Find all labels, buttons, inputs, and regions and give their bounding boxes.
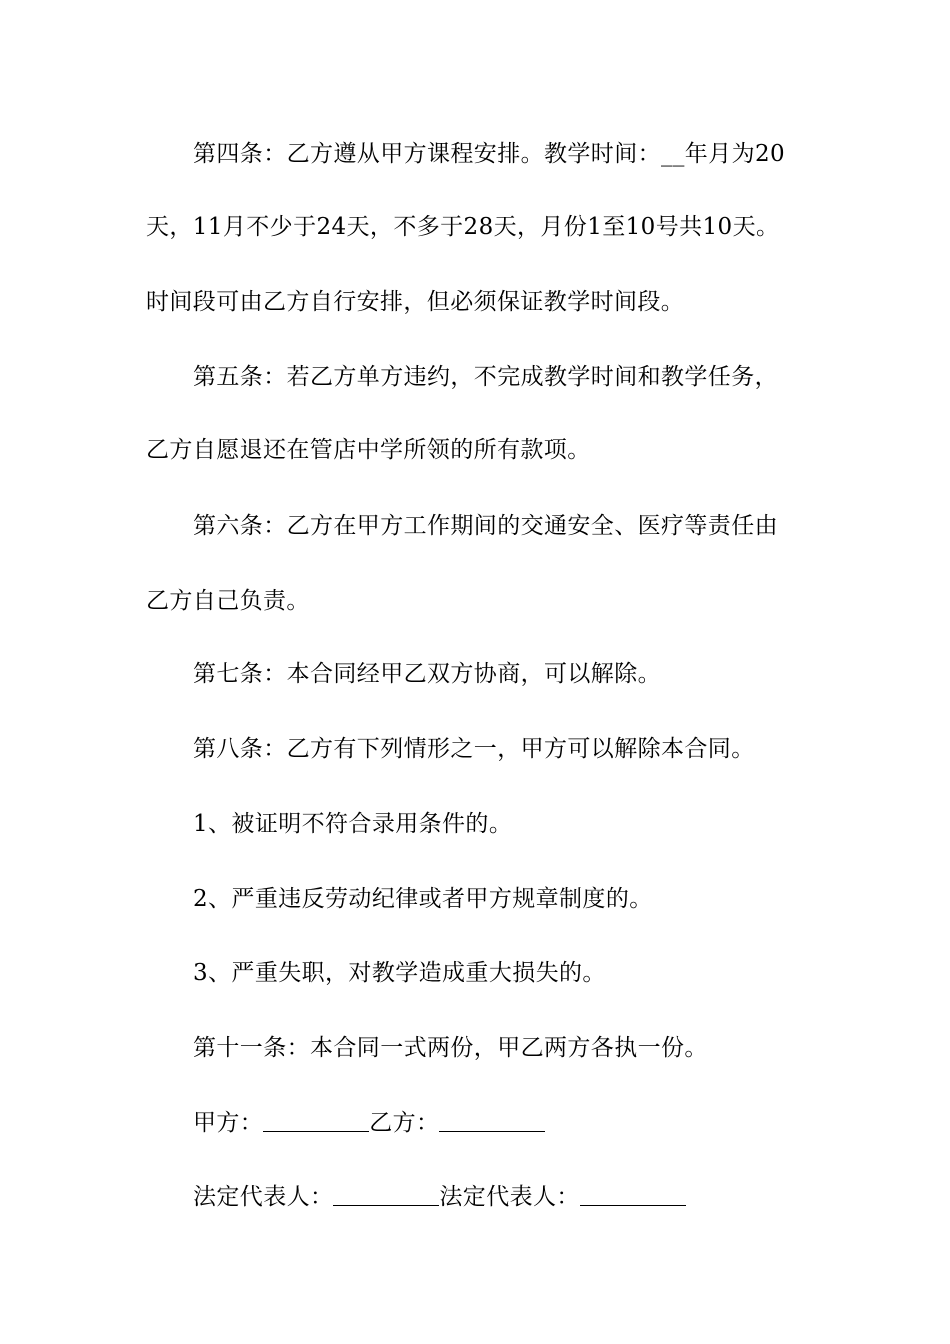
clause-8-item-2: 2、严重违反劳动纪律或者甲方规章制度的。 bbox=[193, 886, 653, 912]
clause-4-line-2: 天，11月不少于24天，不多于28天，月份1至10号共10天。 bbox=[146, 214, 780, 240]
party-a-label: 甲方： bbox=[193, 1110, 264, 1136]
clause-11: 第十一条：本合同一式两份，甲乙两方各执一份。 bbox=[193, 1035, 708, 1061]
legal-rep-signature-line bbox=[193, 1181, 883, 1213]
party-signature-line bbox=[193, 1107, 883, 1139]
party-b-label: 乙方： bbox=[369, 1110, 440, 1136]
legal-rep-b-label: 法定代表人： bbox=[439, 1184, 580, 1210]
clause-5-line-1: 第五条：若乙方单方违约，不完成教学时间和教学任务， bbox=[193, 364, 778, 390]
legal-rep-a-label: 法定代表人： bbox=[193, 1184, 334, 1210]
clause-6-line-1: 第六条：乙方在甲方工作期间的交通安全、医疗等责任由 bbox=[193, 513, 778, 539]
clause-4-line-1: 第四条：乙方遵从甲方课程安排。教学时间：__年月为20 bbox=[193, 141, 786, 167]
clause-8-item-3: 3、严重失职，对教学造成重大损失的。 bbox=[193, 960, 606, 986]
legal-rep-a-blank bbox=[333, 1185, 439, 1206]
clause-5-line-2: 乙方自愿退还在管店中学所领的所有款项。 bbox=[146, 437, 591, 463]
party-b-blank bbox=[439, 1111, 545, 1132]
party-a-blank bbox=[263, 1111, 369, 1132]
legal-rep-b-blank bbox=[580, 1185, 686, 1206]
clause-4-line-3: 时间段可由乙方自行安排，但必须保证教学时间段。 bbox=[146, 289, 685, 315]
clause-7: 第七条：本合同经甲乙双方协商，可以解除。 bbox=[193, 661, 661, 687]
clause-6-line-2: 乙方自己负责。 bbox=[146, 588, 310, 614]
clause-8-item-1: 1、被证明不符合录用条件的。 bbox=[193, 811, 513, 837]
clause-8: 第八条：乙方有下列情形之一，甲方可以解除本合同。 bbox=[193, 736, 755, 762]
